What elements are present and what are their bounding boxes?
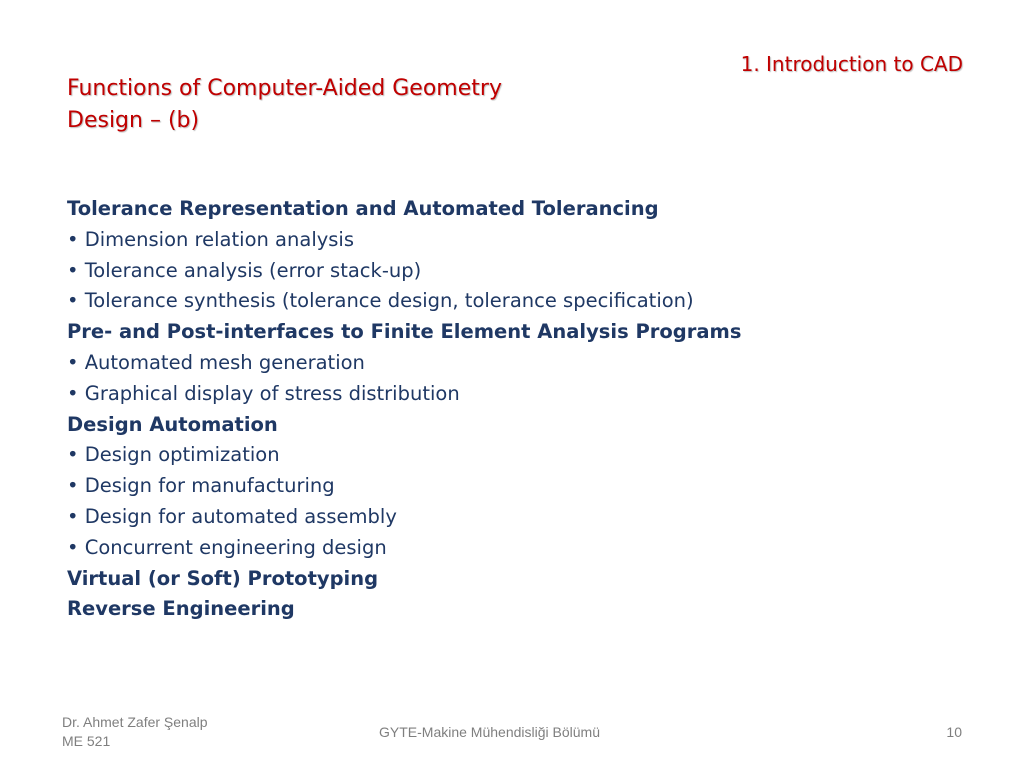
slide-title-line-2: Design – (b) [67,108,200,133]
footer-course: ME 521 [62,733,111,749]
footer-department: GYTE-Makine Mühendisliği Bölümü [379,724,600,740]
section-heading: Reverse Engineering [67,597,295,621]
slide-title-line-1: Functions of Computer-Aided Geometry [67,76,502,101]
bullet-item: • Design for automated assembly [67,502,827,533]
bullet-item: • Concurrent engineering design [67,533,827,564]
footer-author: Dr. Ahmet Zafer Şenalp [62,714,208,730]
bullet-item: • Graphical display of stress distribution [67,379,827,410]
section-heading: Tolerance Representation and Automated Tolerancing [67,197,659,220]
bullet-item: • Tolerance synthesis (tolerance design, tolerance specification) [67,286,827,317]
footer-author-block [62,713,208,751]
bullet-item: • Dimension relation analysis [67,225,827,256]
bullet-item: • Tolerance analysis (error stack-up) [67,256,827,287]
section-heading: Virtual (or Soft) Prototyping [67,566,379,590]
section-heading: Design Automation [67,412,278,436]
bullet-item: • Design for manufacturing [67,471,827,502]
slide-content [67,194,827,625]
section-label: 1. Introduction to CAD [740,52,963,76]
bullet-item: • Design optimization [67,440,827,471]
slide-number: 10 [946,724,962,740]
section-heading: Pre- and Post-interfaces to Finite Element Analysis Programs [67,320,742,344]
bullet-item: • Automated mesh generation [67,348,827,379]
slide-title [67,73,587,137]
